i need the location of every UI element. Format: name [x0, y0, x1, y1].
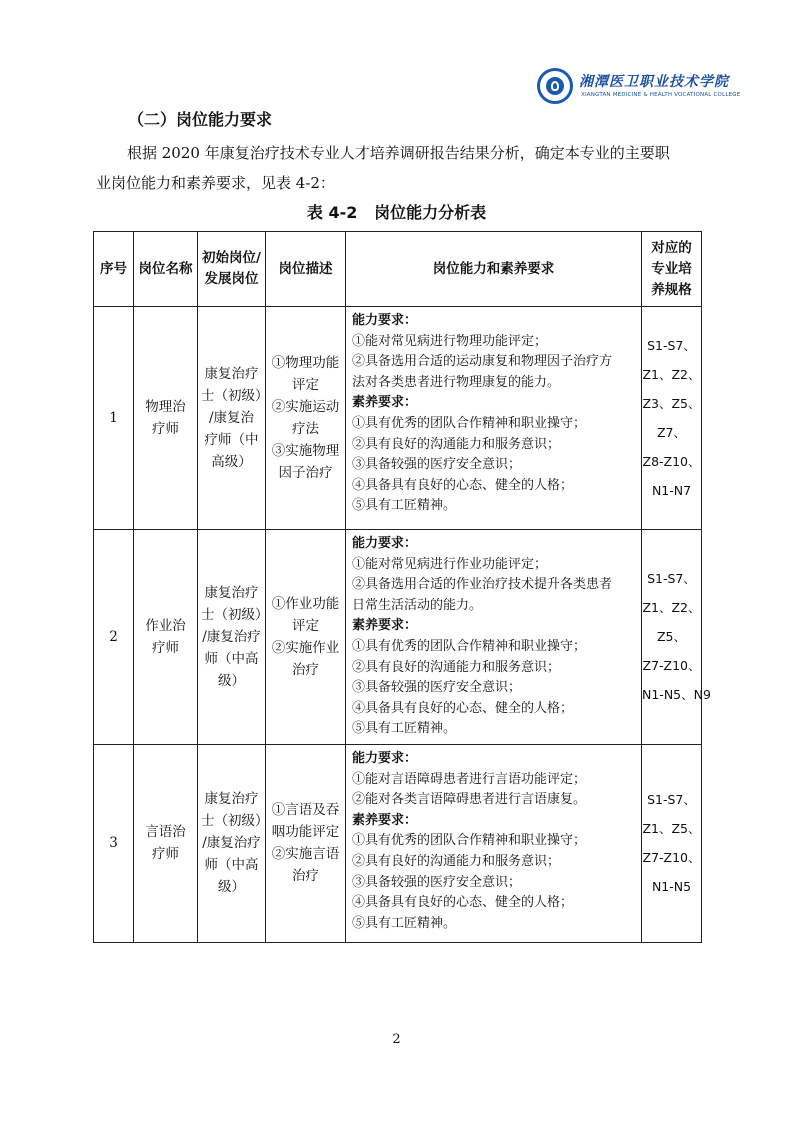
- row-description: ①言语及吞 咽功能评定 ②实施言语 治疗: [266, 744, 346, 942]
- row-job-name: 物理治 疗师: [134, 307, 198, 530]
- row-job-name: 作业治 疗师: [134, 530, 198, 745]
- row-no: 3: [94, 744, 134, 942]
- job-ability-table: [93, 231, 711, 943]
- row-specs: S1-S7、 Z1、Z2、 Z5、 Z7-Z10、 N1-N5、N9: [642, 530, 702, 745]
- page-number: 2: [392, 1032, 401, 1047]
- row-no: 1: [94, 307, 134, 530]
- row-specs: S1-S7、 Z1、Z5、 Z7-Z10、 N1-N5: [642, 744, 702, 942]
- section-heading: （二）岗位能力要求: [128, 110, 273, 129]
- header-spec: 对应的 专业培 养规格: [642, 232, 702, 307]
- table-row: [94, 744, 702, 942]
- row-requirements: 能力要求： ①能对言语障碍患者进行言语功能评定； ②能对各类言语障碍患者进行言语康复。 素养要求： ①具有优秀的团队合作精神和职业操守； ②具有良好的沟通能力和服务意识； ③具备较强的医疗安全意识； ④具备具有良好的心态、健全的人格； ⑤具有工匠精神。: [346, 744, 642, 942]
- row-initial-position: 康复治疗 士（初级） /康复治 疗师（中 高级）: [198, 307, 266, 530]
- row-description: ①作业功能 评定 ②实施作业 治疗: [266, 530, 346, 745]
- header-desc: 岗位描述: [266, 232, 346, 307]
- quality-label: 素养要求：: [352, 618, 418, 634]
- college-seal-icon: [537, 68, 573, 104]
- quality-label: 素养要求：: [352, 395, 418, 411]
- college-logo: [537, 68, 741, 108]
- ability-label: 能力要求：: [352, 750, 418, 766]
- header-req: 岗位能力和素养要求: [346, 232, 642, 307]
- row-requirements: 能力要求： ①能对常见病进行作业功能评定； ②具备选用合适的作业治疗技术提升各类患者 日常生活活动的能力。 素养要求： ①具有优秀的团队合作精神和职业操守； ②具有良好的沟通能力和服务意识； ③具备较强的医疗安全意识； ④具备具有良好的心态、健全的人格； ⑤具有工匠精神。: [346, 530, 642, 745]
- table-caption: 表 4-2 岗位能力分析表: [306, 203, 487, 222]
- ability-label: 能力要求：: [352, 313, 418, 328]
- row-no: 2: [94, 530, 134, 745]
- ability-label: 能力要求：: [352, 536, 418, 551]
- table-row: [94, 530, 702, 745]
- paragraph-line-2: 业岗位能力和素养要求，见表 4-2：: [96, 174, 335, 192]
- table-row: [94, 307, 702, 530]
- row-description: ①物理功能 评定 ②实施运动 疗法 ③实施物理 因子治疗: [266, 307, 346, 530]
- header-no: 序号: [94, 232, 134, 307]
- header-name: 岗位名称: [134, 232, 198, 307]
- table-header-row: [94, 232, 702, 307]
- row-specs: S1-S7、 Z1、Z2、 Z3、Z5、 Z7、 Z8-Z10、 N1-N7: [642, 307, 702, 530]
- header-init: 初始岗位/ 发展岗位: [198, 232, 266, 307]
- college-name-en: XIANGTAN MEDICINE & HEALTH VOCATIONAL COLLEGE: [581, 92, 741, 98]
- row-requirements: 能力要求： ①能对常见病进行物理功能评定； ②具备选用合适的运动康复和物理因子治疗方 法对各类患者进行物理康复的能力。 素养要求： ①具有优秀的团队合作精神和职业操守； ②具有良好的沟通能力和服务意识； ③具备较强的医疗安全意识； ④具备具有良好的心态、健全的人格； ⑤具有工匠精神。: [346, 307, 642, 530]
- row-initial-position: 康复治疗 士（初级） /康复治疗 师（中高 级）: [198, 744, 266, 942]
- college-name-cn: 湘潭医卫职业技术学院: [579, 74, 729, 90]
- paragraph-line-1: 根据 2020 年康复治疗技术专业人才培养调研报告结果分析，确定本专业的主要职: [127, 144, 670, 162]
- row-initial-position: 康复治疗 士（初级） /康复治疗 师（中高 级）: [198, 530, 266, 745]
- quality-label: 素养要求：: [352, 812, 418, 828]
- row-job-name: 言语治 疗师: [134, 744, 198, 942]
